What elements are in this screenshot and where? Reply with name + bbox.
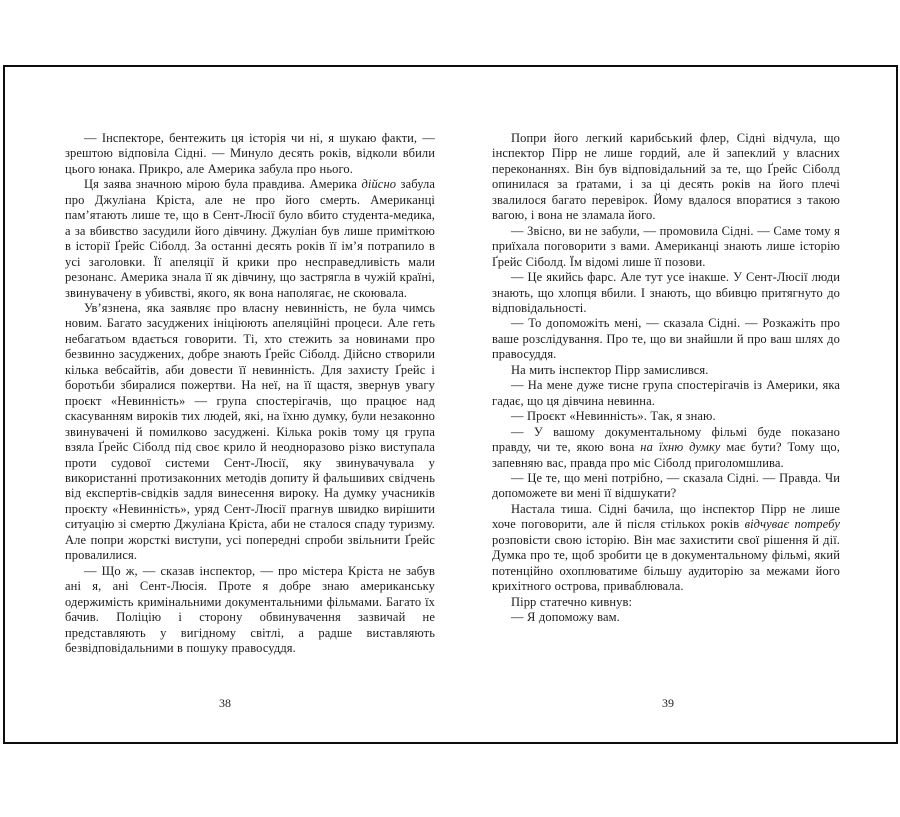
right-page-number: 39 bbox=[662, 696, 674, 710]
paragraph bbox=[492, 270, 840, 316]
book-spread-frame bbox=[3, 65, 898, 744]
italic-text-run: відчуває потребу bbox=[744, 517, 841, 532]
text-run: — Що ж, — сказав інспектор, — про містера Кріста не забув ані я, ані Сент-Люсія. Проте я добре знаю американську одержимість кримінальними документальними фільмами. Багато їх бачив. Поліцію і сторону обвинувачення зазвичай не представляють у вигідному світлі, а радше виставляють безвідповідальними в пошуку правосуддя. bbox=[65, 563, 435, 655]
text-run: — Інспекторе, бентежить ця історія чи ні, я шукаю факти, — зрештою відповіла Сідні. — Минуло десять років, відколи вбили цього юнака. Прикро, але Америка забула про нього. bbox=[65, 131, 435, 176]
text-run: забула про Джуліана Кріста, але не про його смерть. Американці пам’ятають лише те, що в Сент-Люсії було вбито студента-медика, а за вбивство засудили його дівчину. Джуліан був лише приміткою в історії Ґрейс Сіболд. За останні десять років її ім’я потрапило в усі заголовки. Її апеляції й крики про несправедливість мали резонанс. Америка знала її як дівчину, що застрягла в чужій країні, звинувачену в убивстві, якого, як вона наполягає, не скоювала. bbox=[65, 177, 435, 300]
text-run: — Звісно, ви не забули, — промовила Сідні. — Саме тому я приїхала поговорити з вами. Американці знають лише історію Ґрейс Сіболд. Їм відомі лише її позови. bbox=[492, 223, 840, 269]
text-run: — Проєкт «Невинність». Так, я знаю. bbox=[511, 409, 716, 424]
text-run: Ця заява значною мірою була правдива. Америка bbox=[84, 177, 362, 192]
paragraph bbox=[65, 131, 435, 177]
text-run: — То допоможіть мені, — сказала Сідні. — Розкажіть про ваше розслідування. Про те, що ви знайшли й про ваш шлях до правосуддя. bbox=[492, 316, 840, 362]
text-run: Ув’язнена, яка заявляє про власну невинність, не була чимсь новим. Багато засуджених ініціюють апеляційні процеси. Але геть небагатьом вдається говорити. Ті, хто стежить за новинами про безвинно засуджених, добре знають Ґрейс Сіболд. Дійсно створили кілька вебсайтів, аби довести її невинність. Для захисту Ґрейс і боротьби збиралися пожертви. На неї, на її щастя, звернув увагу проєкт «Невинність» — група спостерігачів, що працює над скасуванням вироків тих людей, які, на їхню думку, були незаконно звинувачені й помилково засуджені. Кілька років тому ця група взяла Ґрейс Сіболд під своє крило й неодноразово різко виступала проти судової системи Сент-Люсії, яку звинувачувала у використанні протизаконних методів допиту й фальшивих свідчень від експертів-свідків задля винесення вироку. На думку учасників проєкту «Невинність», уряд Сент-Люсії прагнув швидко вирішити ситуацію зі смертю Джуліана Кріста, аби не сталося спаду туризму. Але попри жорсткі виступи, усі попередні спроби звільнити Ґрейс провалилися. bbox=[65, 300, 435, 563]
paragraph bbox=[492, 316, 840, 362]
italic-text-run: на їхню думку bbox=[640, 440, 721, 455]
paragraph bbox=[492, 131, 840, 224]
text-run: Настала тиша. Сідні бачила, що інспектор Пірр не лише хоче поговорити, але й після стількох років bbox=[492, 501, 840, 532]
text-run: На мить інспектор Пірр замислився. bbox=[511, 362, 709, 377]
paragraph bbox=[492, 502, 840, 595]
text-run: — У вашому документальному фільмі буде показано правду, чи те, якою вона bbox=[492, 424, 840, 455]
text-run: Попри його легкий карибський флер, Сідні відчула, що інспектор Пірр не лише гордий, але й запеклий у власних переконаннях. Він був відповідальний за те, що Ґрейс Сіболд опинилася за ґратами, і за ці десять років на його плечі звалилося багато перевірок. Йому вдалося впоратися з такою вагою, і вона не зламала його. bbox=[492, 131, 840, 223]
text-run: — На мене дуже тисне група спостерігачів із Америки, яка гадає, що ця дівчина невинна. bbox=[492, 378, 840, 408]
italic-text-run: дійсно bbox=[361, 177, 397, 192]
paragraph bbox=[492, 595, 840, 610]
text-run: — Це те, що мені потрібно, — сказала Сідні. — Правда. Чи допоможете ви мені її відшукати? bbox=[492, 470, 840, 501]
paragraph bbox=[492, 471, 840, 502]
text-run: має бути? Тому що, запевняю вас, правда про міс Сіболд приголомшлива. bbox=[492, 440, 840, 470]
paragraph bbox=[492, 224, 840, 270]
paragraph bbox=[65, 564, 435, 657]
paragraph bbox=[492, 378, 840, 409]
text-run: розповісти свою історію. Він має захистити свої рішення й дії. Думка про те, щоб зробити це в документальному фільмі, який потенційно охоплюватиме більшу аудиторію за межами його крихітного острова, приваблювала. bbox=[492, 532, 840, 594]
paragraph bbox=[492, 363, 840, 378]
text-run: — Це якийсь фарс. Але тут усе інакше. У Сент-Люсії люди знають, що хлопця вбили. І знають, що вбивцю притягнуто до відповідальності. bbox=[492, 270, 840, 315]
paragraph bbox=[65, 177, 435, 301]
left-page-number: 38 bbox=[219, 696, 231, 710]
text-run: — Я допоможу вам. bbox=[511, 610, 620, 625]
text-run: Пірр статечно кивнув: bbox=[511, 594, 633, 609]
left-page bbox=[65, 131, 435, 656]
paragraph bbox=[492, 409, 840, 424]
right-page bbox=[492, 131, 840, 626]
paragraph bbox=[492, 425, 840, 471]
paragraph bbox=[65, 301, 435, 564]
paragraph bbox=[492, 610, 840, 625]
